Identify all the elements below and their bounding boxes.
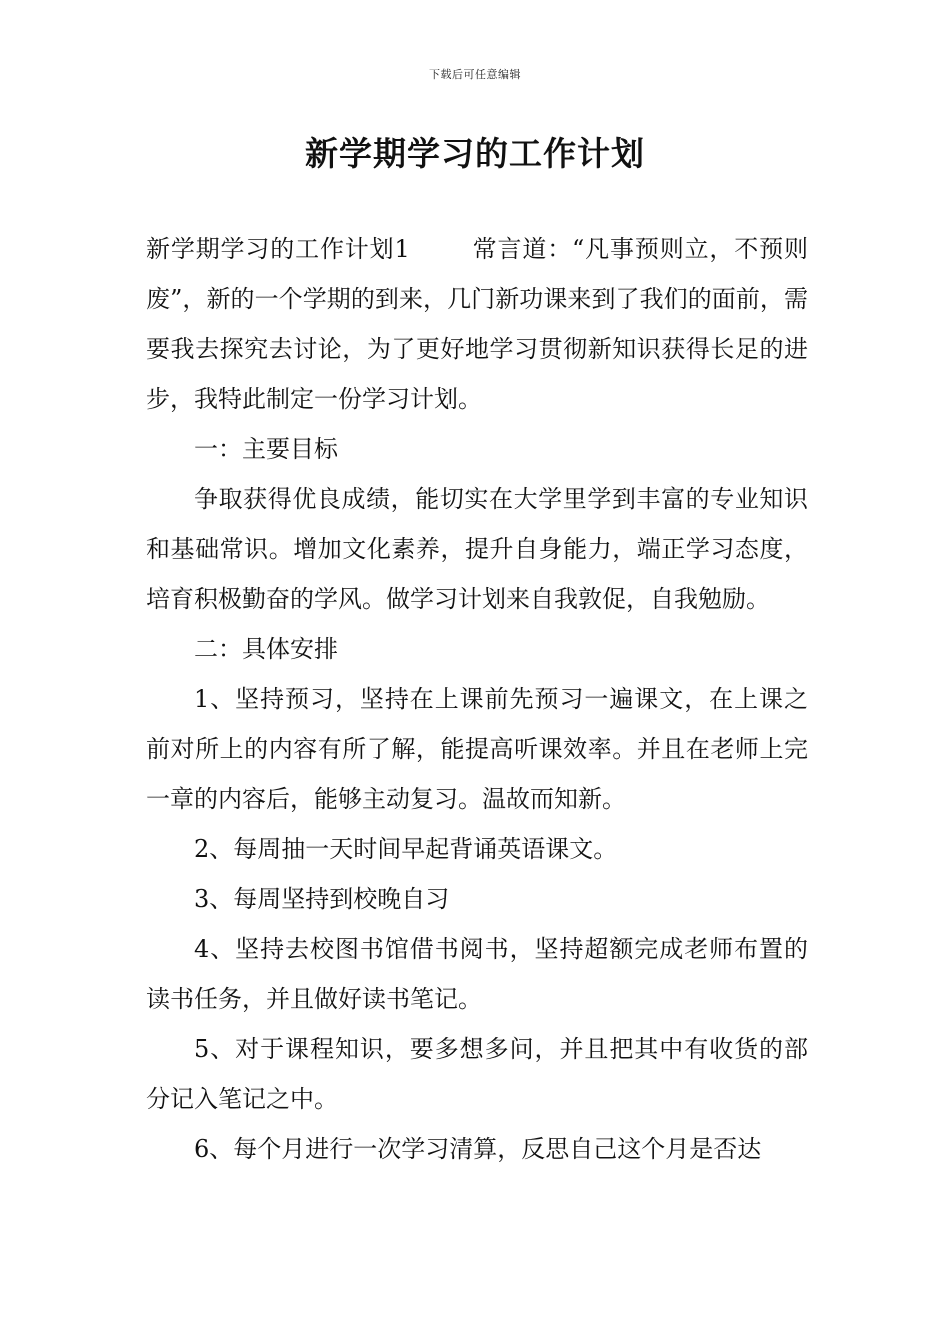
list-item: 4、坚持去校图书馆借书阅书，坚持超额完成老师布置的读书任务，并且做好读书笔记。 (146, 935, 808, 1013)
section-heading-goals: 一：主要目标 (194, 435, 338, 463)
list-item: 2、每周抽一天时间早起背诵英语课文。 (194, 835, 618, 863)
intro-paragraph (146, 224, 808, 424)
goals-paragraph: 争取获得优良成绩，能切实在大学里学到丰富的专业知识和基础常识。增加文化素养，提升自身能力，端正学习态度，培育积极勤奋的学风。做学习计划来自我敦促，自我勉励。 (146, 485, 808, 613)
list-item: 1、坚持预习，坚持在上课前先预习一遍课文，在上课之前对所上的内容有所了解，能提高听课效率。并且在老师上完一章的内容后，能够主动复习。温故而知新。 (146, 685, 808, 813)
list-item: 6、每个月进行一次学习清算，反思自己这个月是否达 (194, 1135, 762, 1163)
section-heading-arrangements: 二：具体安排 (194, 635, 338, 663)
document-title: 新学期学习的工作计划 (305, 134, 645, 173)
intro-text: 常言道：“凡事预则立，不预则废”，新的一个学期的到来，几门新功课来到了我们的面前，需要我去探究去讨论，为了更好地学习贯彻新知识获得长足的进步，我特此制定一份学习计划。 (146, 235, 808, 413)
document-body (146, 224, 808, 1174)
list-item: 5、对于课程知识，要多想多问，并且把其中有收货的部分记入笔记之中。 (146, 1035, 808, 1113)
intro-heading: 新学期学习的工作计划1 (146, 235, 410, 263)
header-note: 下载后可任意编辑 (429, 68, 521, 81)
list-item: 3、每周坚持到校晚自习 (194, 885, 450, 913)
